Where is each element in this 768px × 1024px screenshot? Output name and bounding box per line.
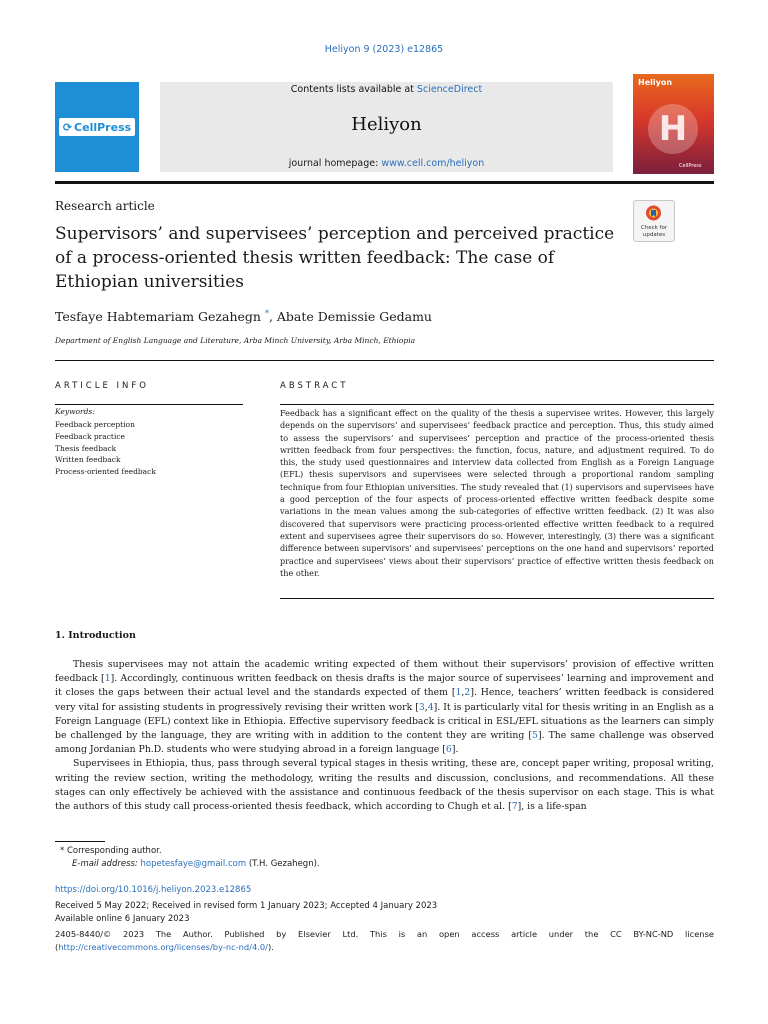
article-info-rule — [55, 404, 243, 405]
article-type: Research article — [55, 199, 155, 213]
author-list — [55, 309, 432, 324]
homepage-link[interactable]: www.cell.com/heliyon — [381, 158, 485, 169]
corresponding-label: Corresponding author. — [66, 846, 162, 856]
doi-link[interactable]: https://doi.org/10.1016/j.heliyon.2023.e12865 — [55, 885, 252, 895]
text-run: ]. Hence, teachers’ written feedback is considered very vital for assisting students in progressively revising their written work [ — [55, 687, 715, 713]
title-rule — [55, 360, 714, 361]
corresponding-mark[interactable]: * — [264, 309, 269, 318]
cellpress-icon: ⟳ — [62, 120, 73, 134]
cover-title: Heliyon — [638, 78, 673, 87]
paragraph — [55, 757, 714, 814]
check-for-updates-button[interactable] — [633, 200, 675, 242]
journal-citation[interactable]: Heliyon 9 (2023) e12865 — [324, 44, 444, 55]
keyword-item: Feedback practice — [55, 431, 125, 441]
footnote-corresponding — [60, 846, 162, 856]
check-updates-label: Check for updates — [640, 225, 668, 238]
text-run: Thesis supervisees may not attain the academic writing expected of them without their supervisors’ provision of effective written feedback [ — [55, 659, 714, 685]
footnote-mark: * — [60, 846, 65, 856]
article-info-heading: ARTICLE INFO — [55, 381, 149, 391]
abstract-heading: ABSTRACT — [280, 381, 349, 391]
homepage-prefix: journal homepage: — [288, 158, 382, 169]
cellpress-logo — [59, 118, 135, 136]
section-heading: 1. Introduction — [55, 630, 136, 641]
author-1[interactable]: Tesfaye Habtemariam Gezahegn — [55, 309, 261, 325]
received-line: Received 5 May 2022; Received in revised form 1 January 2023; Accepted 4 January 2023 — [55, 901, 438, 911]
keyword-item: Process-oriented feedback — [55, 467, 156, 477]
email-label: E-mail address: — [72, 859, 138, 869]
footnote-email — [72, 859, 320, 869]
article-history — [55, 900, 437, 926]
keyword-item: Thesis feedback — [55, 443, 117, 453]
keywords-label: Keywords: — [55, 407, 95, 416]
citation-link[interactable]: 2 — [464, 687, 471, 699]
text-run: Supervisees in Ethiopia, thus, pass through several typical stages in thesis writing, these are, concept paper writing, proposal writing, writing the review section, writing the methodology, writing the results and discussion, conclusions, and recommendations. All these stages can only effectively be achieved with the assistance and continuous feedback of the thesis supervisor on each stage. This is what the authors of this study call process-oriented thesis feedback, which according to Chugh et al. [ — [55, 758, 714, 813]
citation-link[interactable]: 1 — [455, 687, 462, 699]
cover-h-icon: H — [658, 109, 688, 149]
email-suffix: (T.H. Gezahegn). — [246, 859, 320, 869]
citation-link[interactable]: 7 — [511, 801, 518, 813]
text-run: , — [461, 687, 465, 699]
introduction-body — [55, 658, 714, 814]
license-text: 2405-8440/© 2023 The Author. Published by Elsevier Ltd. This is an open access article under the CC BY-NC-ND license ( — [55, 929, 714, 952]
citation-link[interactable]: 5 — [532, 730, 538, 742]
citation-link[interactable]: 3 — [418, 701, 425, 713]
publisher-logo-panel — [55, 82, 139, 172]
author-2[interactable]: , Abate Demissie Gedamu — [268, 309, 432, 325]
text-run: ]. It is particularly vital for thesis writing in an English as a Foreign Language (EFL) context like in Ethiopia. Effective supervisory feedback is critical in ESL/EFL situations as the learners can simply be challenged by the language, they are writing with in addition to the content they are writing [ — [55, 701, 714, 742]
footnote-rule — [55, 841, 105, 842]
citation-link[interactable]: 6 — [445, 744, 452, 756]
citation-link[interactable]: 1 — [104, 673, 111, 685]
header-rule — [55, 181, 714, 184]
homepage-line — [160, 158, 613, 169]
journal-cover[interactable] — [633, 74, 714, 174]
sciencedirect-link[interactable]: ScienceDirect — [416, 84, 483, 95]
abstract-text: Feedback has a significant effect on the quality of the thesis a supervisee writes. However, this largely depends on the supervisors’ and supervisees’ feedback practice and perception. Thus, this study aimed to assess the supervisors’ and supervisees’ perception and practice of the process-oriented thesis written feedback from four perspectives: the function, focus, nature, and adjustment required. To do this, the study used questionnaires and interview data collected from English as a Foreign Language (EFL) thesis supervisors and supervisees were selected through a proportional random sampling technique from four Ethiopian universities. The study revealed that (1) supervisors and supervisees have a good perception of the four aspects of process-oriented effective written feedback despite some variations in the mean values among the sub-categories of effective written feedback. (2) It was also discovered that supervisors were practicing process-oriented effective written feedback to a required extent and supervisees agree their supervisors do so. However, interestingly, (3) there was a significant difference between supervisors’ and supervisees’ perceptions on the one hand and supervisors’ reported practice and supervisees’ views about their supervisors’ practice of effective written thesis feedback on the other. — [280, 408, 714, 578]
affiliation: Department of English Language and Literature, Arba Minch University, Arba Minch, Ethiopia — [55, 336, 416, 345]
keyword-item: Written feedback — [55, 455, 121, 465]
text-run: ], is a life-span — [517, 801, 587, 813]
citation-link[interactable]: 4 — [427, 701, 434, 713]
journal-name: Heliyon — [351, 114, 422, 135]
contents-prefix: Contents lists available at — [290, 84, 417, 95]
cover-footer: CellPress — [679, 163, 702, 169]
available-line: Available online 6 January 2023 — [55, 914, 190, 924]
text-run: ]. The same challenge was observed among Jordanian Ph.D. students who were studying abroad in a foreign language [ — [55, 730, 714, 756]
email-link[interactable]: hopetesfaye@gmail.com — [140, 859, 247, 869]
contents-line — [160, 84, 613, 95]
license-statement — [55, 928, 714, 953]
license-end: ). — [267, 941, 274, 952]
abstract-rule — [280, 404, 714, 405]
bookmark-icon — [645, 205, 662, 223]
keyword-item: Feedback perception — [55, 420, 135, 429]
text-run: ]. — [451, 744, 459, 756]
journal-header — [160, 82, 613, 172]
cellpress-logo-text: CellPress — [74, 120, 132, 134]
text-run: ]. Accordingly, continuous written feedback on thesis drafts is the major source of supervisees’ learning and improvement and it closes the gaps between their actual level and the standards expected of them [ — [55, 673, 714, 699]
text-run: , — [424, 701, 428, 713]
abstract-end-rule — [280, 598, 714, 599]
keywords-list — [55, 419, 156, 478]
license-link[interactable]: http://creativecommons.org/licenses/by-nc-nd/4.0/ — [58, 941, 268, 952]
article-title: Supervisors’ and supervisees’ perception and perceived practice of a process-oriented thesis written feedback: The case of Ethiopian universities — [55, 224, 615, 292]
paragraph — [55, 658, 714, 757]
